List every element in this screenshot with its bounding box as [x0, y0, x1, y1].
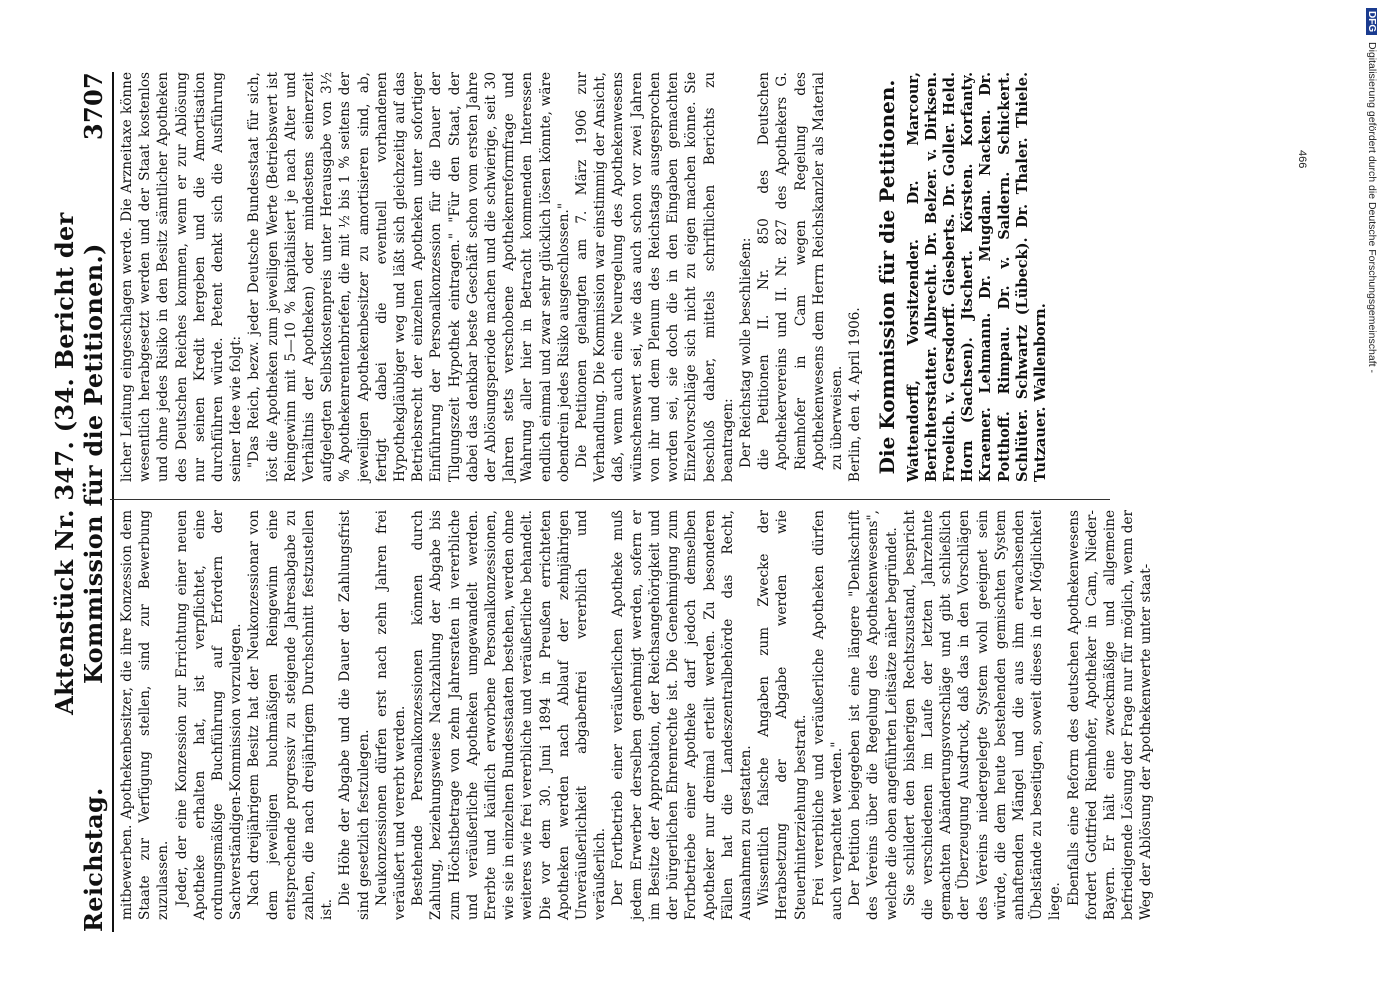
paragraph: Sie schildert den bisherigen Rechtszustand, bespricht die verschiedenen im Laufe der letzten Jahrzehnte gemachten Abänderungsvorschläge und gibt schließlich der Überzeugung Ausdruck, daß das in den Vorschlägen des Vereins niedergelegte System wohl geeignet sein würde, die dem heute bestehenden gemischten System anhaftenden Mängel und die aus ihm erwachsenden Übelstände zu beseitigen, soweit dieses in der Möglichkeit liege. [901, 510, 1064, 920]
paragraph: Neukonzessionen dürfen erst nach zehn Jahren frei veräußert und vererbt werden. [373, 510, 409, 920]
column-divider [110, 499, 1110, 500]
paragraph: Frei vererbliche und veräußerliche Apotheken dürfen auch verpachtet werden." [810, 510, 845, 920]
signature-date: Berlin, den 4. April 1906. [847, 307, 864, 482]
paragraph: Der Petition beigegeben ist eine längere "Denkschrift des Vereins über die Regelung des Apothekenwesens", welche die oben angeführten Leitsätze näher begründet. [847, 510, 900, 920]
header-left: Reichstag. [79, 787, 108, 932]
paragraph: Ebenfalls eine Reform des deutschen Apothekenwesens fordert Gottfried Riemhofer, Apotheker in Cam, Nieder-Bayern. Er hält eine zweckmäßige und allgemeine befriedigende Lösung der Frage nur für möglich, wenn der Weg der Ablösung der Apothekenwerte unter staat- [1065, 510, 1155, 920]
paragraph: Wissentlich falsche Angaben zum Zwecke der Herabsetzung der Abgabe werden wie Steuerhinterziehung bestraft. [756, 510, 809, 920]
paragraph: Bestehende Personalkonzessionen können durch Zahlung, beziehungsweise Nachzahlung der Abgabe bis zum Höchstbetrage von zehn Jahresraten in vererbliche und veräußerliche Apotheken umgewandelt werden. Ererbte und käuflich erworbene Personalkonzessionen, wie sie in einzelnen Bundesstaaten bestehen, werden ohne weiteres wie frei vererbliche und veräußerliche behandelt. Die vor dem 30. Juni 1894 in Preußen errichteten Apotheken werden nach Ablauf der zehnjährigen Unveräußerlichkeit abgabenfrei vererblich und veräußerlich. [410, 510, 609, 920]
commission-members [905, 72, 1051, 482]
paragraph: Jeder, der eine Konzession zur Errichtung einer neuen Apotheke erhalten hat, ist verpflichtet, eine ordnungsmäßige Buchführung auf Erfordern der Sachverständigen-Kommission vorzulegen. [173, 510, 245, 920]
header-title: Aktenstück Nr. 347. (34. Bericht der Kommission für die Petitionen.) [50, 212, 108, 715]
paragraph: Die Höhe der Abgabe und die Dauer der Zahlungsfrist sind gesetzlich festzulegen. [337, 510, 372, 920]
paragraph: Der Fortbetrieb einer veräußerlichen Apotheke muß jedem Erwerber derselben genehmigt werden, sofern er im Besitze der Approbation, der Reichsangehörigkeit und der bürgerlichen Ehrenrechte ist. Die Genehmigung zum Fortbetriebe einer Apotheke darf jedoch demselben Apotheker nur dreimal erteilt werden. Zu besonderen Fällen hat die Landeszentralbehörde das Recht, Ausnahmen zu gestatten. [610, 510, 754, 920]
dfg-logo: DFG [1366, 8, 1377, 35]
paragraph: mitbewerben. Apothekenbesitzer, die ihre Konzession dem Staate zur Verfügung stellen, sind zur Bewerbung zuzulassen. [119, 510, 172, 920]
quote-paragraph: "Das Reich, bezw. jeder Deutsche Bundesstaat für sich, löst die Apotheken zum jeweiligen Werte (Betriebswert ist Reingewinn mit 5—10 % kapitalisiert je nach Alter und Verhältnis der Apotheken) oder mindestens seinerzeit aufgelegten Selbstkostenpreis unter Herausgabe von 3½ % Apothekenrentenbriefen, die mit ½ bis 1 % seitens der jeweiligen Apothekenbesitzer zu amortisieren sind, ab, fertigt dabei die eventuell vorhandenen Hypothekgläubiger weg und läßt sich gleichzeitig auf das Betriebsrecht der einzelnen Apotheken unter sofortiger Einführung der Personalkonzession für die Dauer der Tilgungszeit Hypothek eintragen." "Für den Staat, der dabei das denkbar beste Geschäft schon vom ersten Jahre der Ablösungsperiode machen und die schwierige, seit 30 Jahren stets verschobene Apothekenreformfrage und Wahrung aller hier in Betracht kommenden Interessen endlich einmal und zwar sehr glücklich lösen könnte, wäre obendrein jedes Risiko ausgeschlossen." [246, 72, 572, 482]
footer-page-number: 466 [1296, 150, 1308, 169]
paragraph: Nach dreijährigem Besitz hat der Neukonzessionar von dem jeweiligen buchmäßigen Reingewinn eine entsprechende progressiv zu steigende Jahresabgabe zu zahlen, die nach dreijährigem Durchschnitt festzustellen ist. [246, 510, 336, 920]
header-page-number: 3707 [79, 72, 108, 140]
credit-text: Digitalisierung gefördert durch die Deutsche Forschungsgemeinschaft - [1366, 42, 1378, 373]
right-column [118, 72, 1050, 482]
resolution-intro: Der Reichstag wolle beschließen: [737, 237, 754, 468]
dfg-credit [1364, 8, 1378, 1008]
members-list: Wattendorff, Vorsitzender. Dr. Marcour, Berichterstatter. Albrecht. Dr. Belzer. v. Dirksen. Froelich. v. Gersdorff. Giesberts. Dr. Goller. Held. Horn (Sachsen). Jtschert. Körsten. Korfanty. Kraemer. Lehmann. Dr. Mugdan. Nacken. Dr. Potthoff. Rimpau. Dr. v. Saldern. Schickert. Schlüter. Schwartz (Lübeck). Dr. Thaler. Thiele. Tutzauer. Wallenborn. [904, 72, 1049, 482]
paragraph: Die Petitionen gelangten am 7. März 1906 zur Verhandlung. Die Kommission war einstimmig der Ansicht, daß, wenn auch eine Neuregelung des Apothekenwesens wünschenswert sei, wie das auch schon vor zwei Jahren von ihr und dem Plenum des Reichstags ausgesprochen worden sei, sie doch die in den Eingaben gemachten Einzelvorschläge sich nicht zu eigen machen könne. Sie beschloß daher, mittels schriftlichen Berichts zu beantragen: [574, 72, 736, 482]
resolution-text: die Petitionen II. Nr. 850 des Deutschen Apothekervereins und II. Nr. 827 des Apothekers G. Riemhofer in Cam wegen Regelung des Apothekenwesens dem Herrn Reichskanzler als Material zu überweisen. [756, 72, 845, 470]
page-header [48, 72, 114, 932]
commission-title: Die Kommission für die Petitionen. [875, 79, 900, 475]
left-column [118, 510, 1156, 920]
document-page [0, 60, 1155, 960]
paragraph: licher Leitung eingeschlagen werde. Die Arzneitaxe könne wesentlich herabgesetzt werden und der Staat kostenlos und ohne jedes Risiko in den Besitz sämtlicher Apotheken des Deutschen Reiches kommen, wenn er zur Ablösung nur seinen Kredit hergeben und die Amortisation durchführen würde. Petent denkt sich die Ausführung seiner Idee wie folgt: [119, 72, 245, 482]
